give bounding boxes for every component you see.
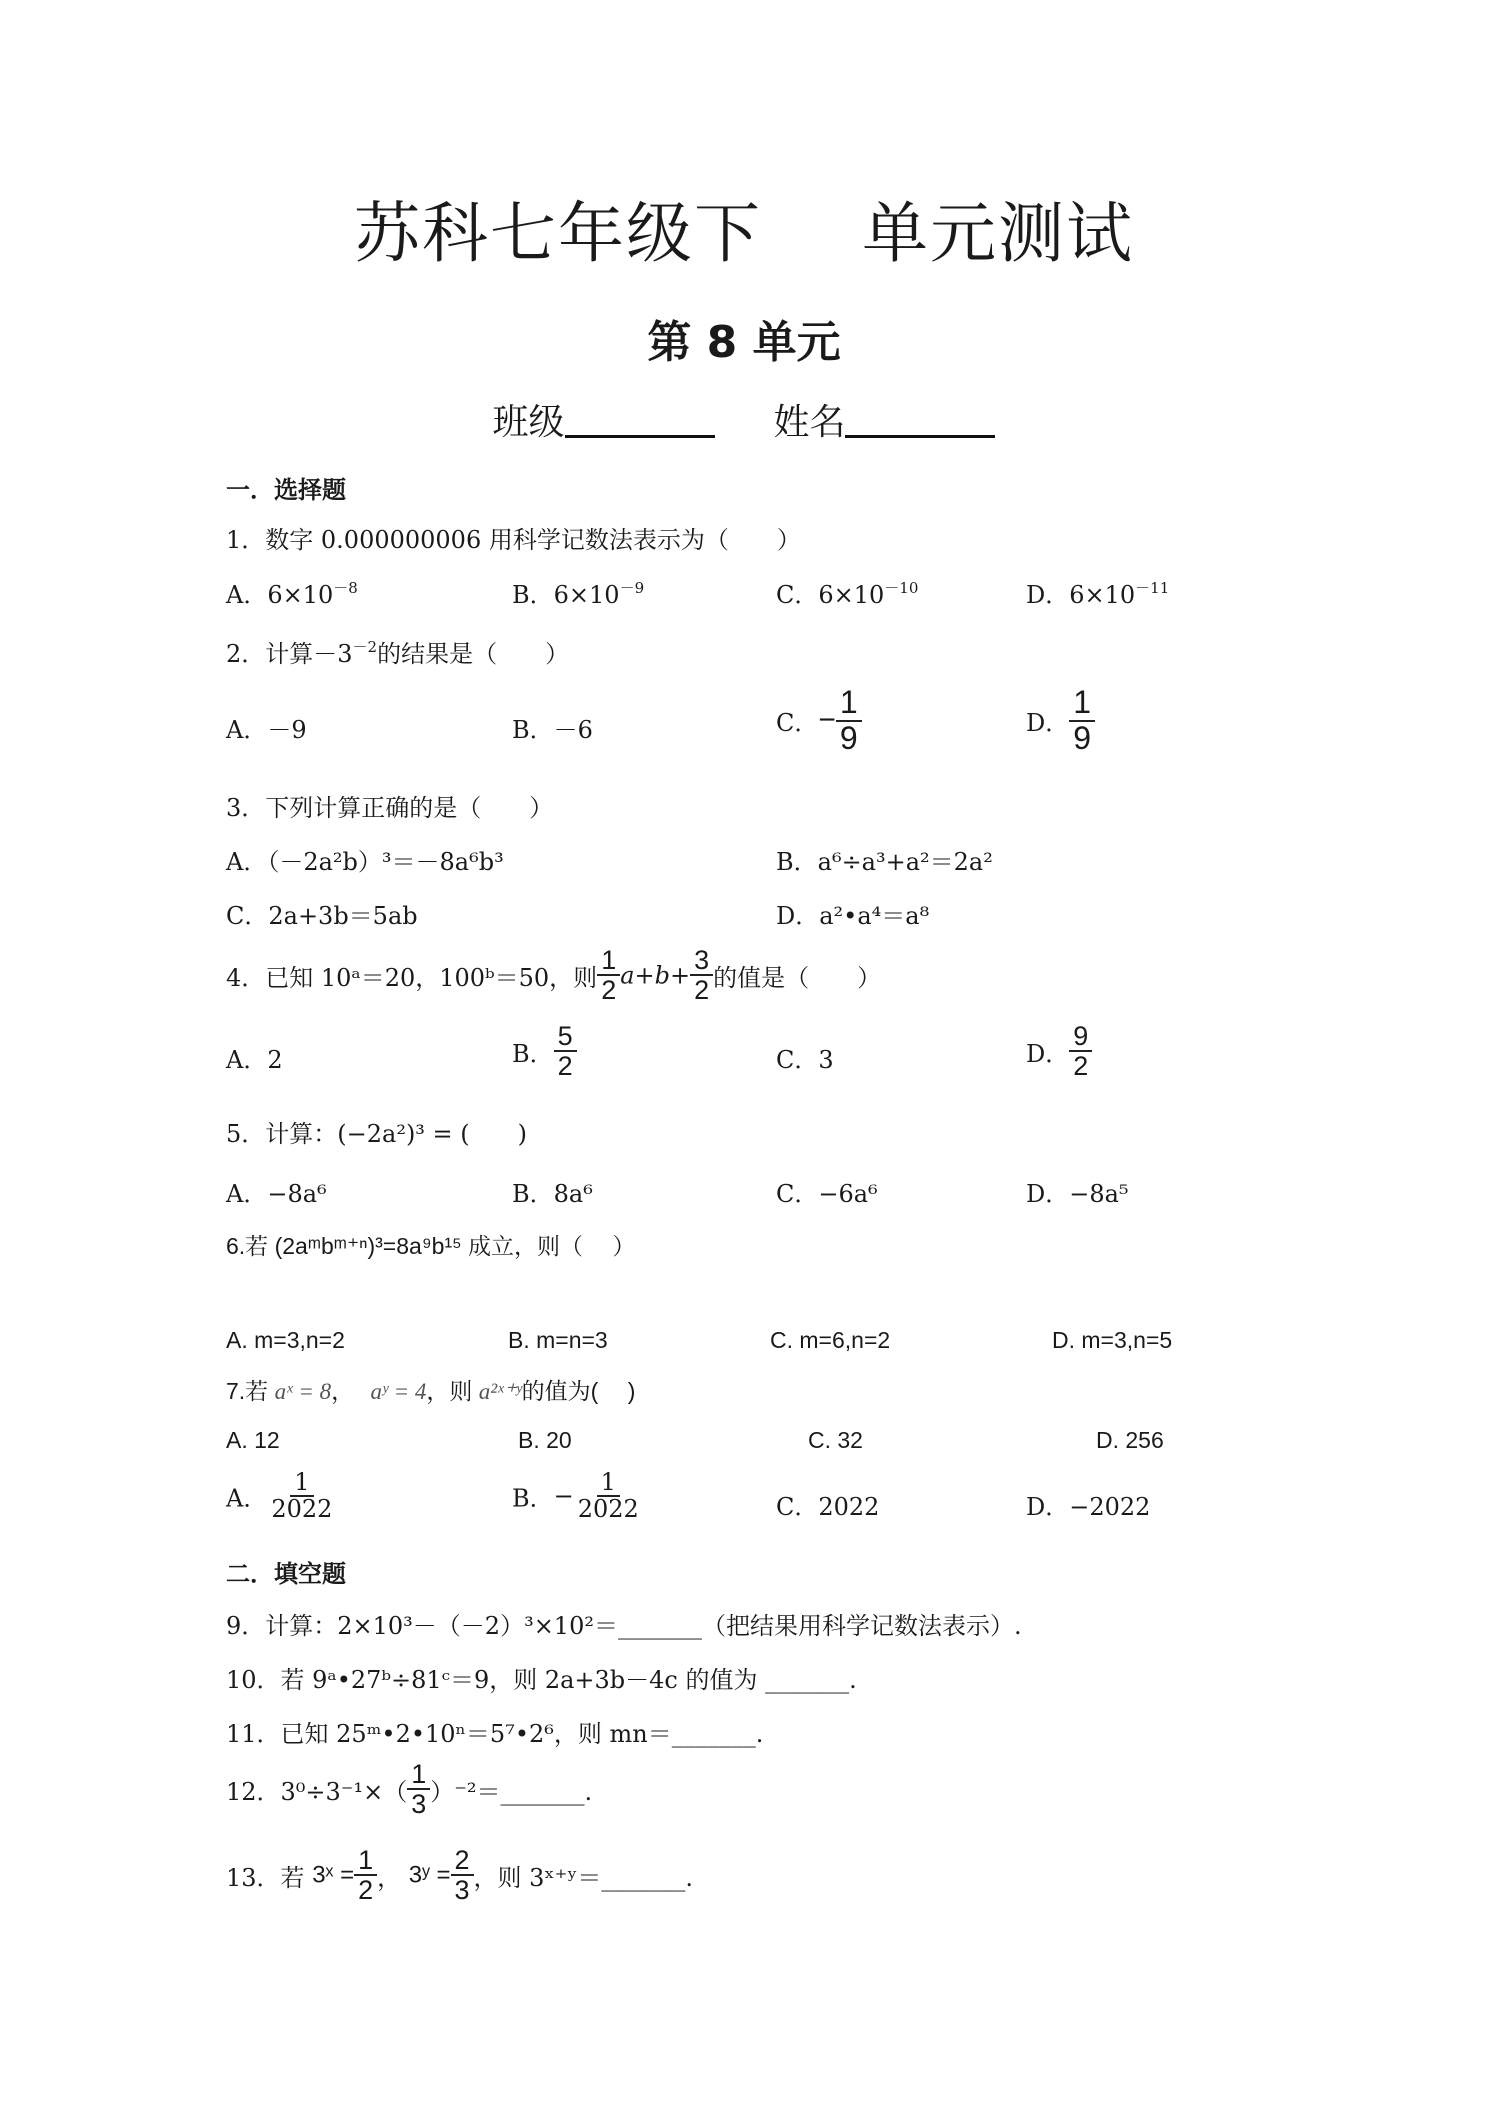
- q1-option-a: A．$6\times 10^{-8}$: [226, 579, 358, 609]
- q8-option-c: C．2022: [776, 1493, 880, 1521]
- q5-option-b: B．8a⁶: [512, 1180, 593, 1208]
- q2-option-b: B．－6: [512, 716, 593, 744]
- q6-option-d: D. m=3,n=5: [1052, 1327, 1173, 1353]
- q7-option-a: A. 12: [226, 1427, 280, 1453]
- q2-option-a: A．－9: [226, 716, 307, 744]
- q12-stem: 12．3⁰÷3⁻¹×（ $\frac{1}{3}$ ）⁻²＝_______.: [226, 1759, 593, 1820]
- q11-stem: 11．已知 25ᵐ•2•10ⁿ＝5⁷•2⁶，则 mn＝_______.: [226, 1720, 764, 1748]
- q3-option-b: B．a⁶÷a³+a²＝2a²: [776, 848, 993, 876]
- q4-option-d: D． $\frac{9}{2}$: [1026, 1022, 1092, 1081]
- q7-expr: a²ˣ⁺ʸ: [478, 1379, 522, 1404]
- class-blank[interactable]: [565, 399, 715, 438]
- q6-option-b: B. m=n=3: [508, 1327, 608, 1353]
- q5-option-a: A．−8a⁶: [226, 1180, 327, 1208]
- q8-option-b: B．− $\frac{1}{2022}$: [512, 1468, 639, 1524]
- q1-option-b: B．$6\times 10^{-9}$: [512, 579, 645, 609]
- q4-option-b: B． $\frac{5}{2}$: [512, 1022, 577, 1081]
- name-blank[interactable]: [845, 399, 995, 438]
- q7-option-c: C. 32: [808, 1427, 863, 1453]
- q7-eq1: aˣ = 8: [274, 1379, 332, 1404]
- title-left: 苏科七年级下: [354, 195, 762, 272]
- q2-stem: 2．计算$-3^{-2}$的结果是（ ）: [226, 638, 570, 668]
- q2-option-d: D． $\frac{1}{9}$: [1026, 686, 1095, 755]
- q8-option-d: D．−2022: [1026, 1493, 1151, 1521]
- q1-option-d: D．$6\times 10^{-11}$: [1026, 579, 1170, 609]
- q4-option-a: A．2: [226, 1046, 283, 1074]
- student-info-line: [0, 394, 1488, 445]
- q5-stem: 5．计算：(−2a²)³ = ( ): [226, 1120, 528, 1148]
- q6-stem: 6.若 (2aᵐbᵐ⁺ⁿ)³=8a⁹b¹⁵ 成立，则（ ）: [226, 1233, 636, 1259]
- q2-option-c: C．− $\frac{1}{9}$: [776, 686, 862, 755]
- q1-option-c: C．$6\times 10^{-10}$: [776, 579, 919, 609]
- q5-option-d: D．−8a⁵: [1026, 1180, 1129, 1208]
- q4-option-c: C．3: [776, 1046, 834, 1074]
- q10-stem: 10．若 9ᵃ•27ᵇ÷81ᶜ＝9，则 2a+3b－4c 的值为 _______.: [226, 1666, 857, 1694]
- page-title: [0, 180, 1488, 275]
- q3-option-c: C．2a+3b＝5ab: [226, 902, 418, 930]
- name-label: 姓名: [773, 402, 846, 443]
- q1-stem: 1．数字 0.000000006 用科学记数法表示为（ ）: [226, 526, 801, 554]
- q9-stem: 9．计算：2×10³－（－2）³×10²＝_______（把结果用科学记数法表示）.: [226, 1612, 1022, 1640]
- q13-stem: 13．若 3ˣ = $\frac{1}{2}$ ， 3ʸ = $\frac{2}{3}$ ，则 3ˣ⁺ʸ＝_______.: [226, 1845, 694, 1906]
- unit-title: 第 8 单元: [647, 317, 841, 368]
- q4-stem: 4．已知 10ᵃ＝20，100ᵇ＝50，则 $\frac{1}{2}$ a+b+ $\frac{3}{2}$ 的值是（ ）: [226, 945, 882, 1006]
- q3-option-d: D．a²•a⁴＝a⁸: [776, 902, 930, 930]
- q5-option-c: C．−6a⁶: [776, 1180, 878, 1208]
- q7-option-b: B. 20: [518, 1427, 572, 1453]
- q6-option-a: A. m=3,n=2: [226, 1327, 345, 1353]
- q7-option-d: D. 256: [1096, 1427, 1164, 1453]
- q8-option-a: A． $\frac{1}{2022}$: [226, 1468, 333, 1524]
- section-choice: 一．选择题: [226, 476, 346, 504]
- q6-option-c: C. m=6,n=2: [770, 1327, 891, 1353]
- section-fill: 二．填空题: [226, 1560, 346, 1588]
- class-label: 班级: [492, 402, 565, 443]
- q3-option-a: A．（－2a²b）³＝－8a⁶b³: [226, 848, 504, 876]
- q7-stem: 7.若 aˣ = 8， aʸ = 4，则 a²ˣ⁺ʸ的值为( ): [226, 1378, 636, 1404]
- q3-stem: 3．下列计算正确的是（ ）: [226, 794, 554, 822]
- q7-eq2: aʸ = 4: [370, 1379, 427, 1404]
- title-right: 单元测试: [862, 195, 1134, 272]
